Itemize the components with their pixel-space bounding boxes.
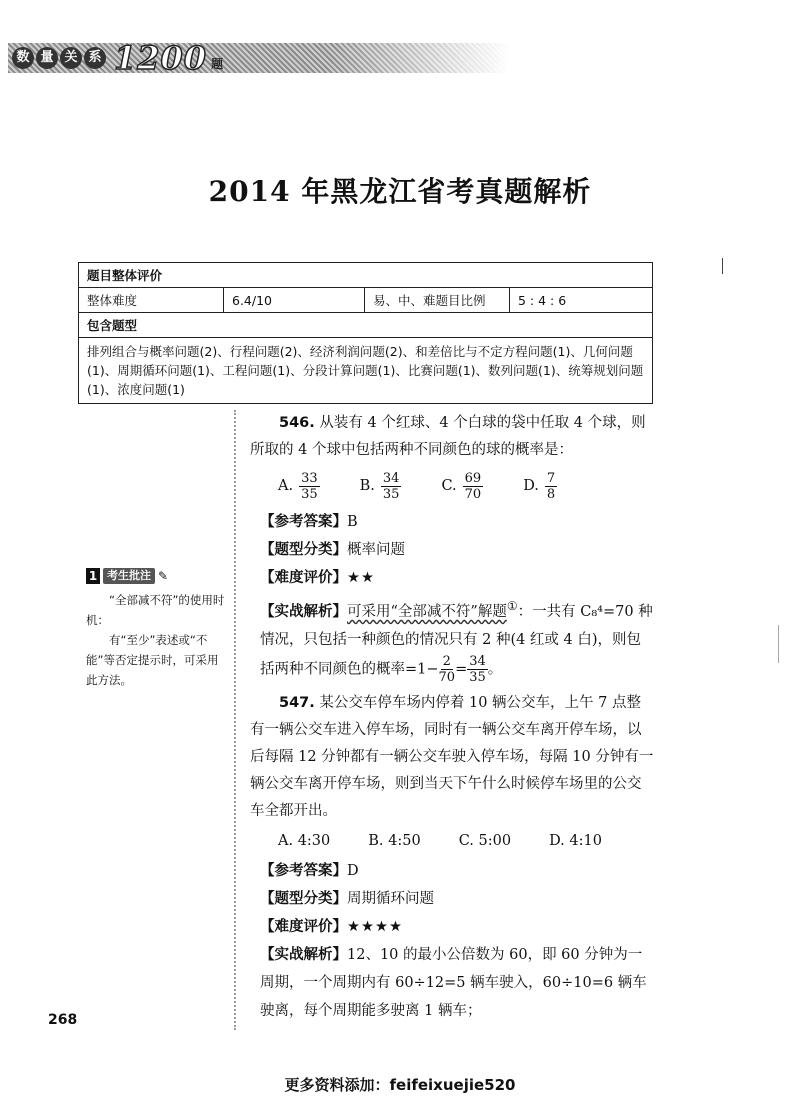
fraction [467, 654, 488, 685]
type-label: 【题型分类】 [260, 891, 347, 907]
type-value: 概率问题 [347, 542, 405, 558]
question-text: 从装有 4 个红球、4 个白球的袋中任取 4 个球，则所取的 4 个球中包括两种不同颜色的球的概率是： [250, 415, 646, 458]
series-suffix: 题 [211, 56, 224, 71]
fraction [381, 471, 402, 502]
numerator: 34 [382, 470, 400, 486]
period: 。 [487, 661, 503, 678]
header-fade [330, 43, 510, 73]
numerator: 7 [546, 470, 556, 486]
ratio-label: 易、中、难题目比例 [365, 288, 510, 313]
footer-note: 更多资料添加：feifeixuejie520 [284, 1076, 516, 1094]
numerator: 2 [442, 653, 451, 669]
note-badge [86, 566, 226, 586]
option-letter: C. [441, 477, 457, 494]
types-list: 排列组合与概率问题(2)、行程问题(2)、经济利润问题(2)、和差倍比与不定方程问题(1)、几何问题(1)、周期循环问题(1)、工程问题(1)、分段计算问题(1)、比赛问题(1)、数列问题(1)、统筹规划问题(1)、浓度问题(1) [79, 338, 653, 404]
note-text: “全部减不符”的使用时机： [86, 593, 225, 627]
option-letter: A. [278, 477, 294, 494]
option-a [278, 471, 320, 502]
fraction [299, 471, 320, 502]
series-char: 系 [84, 47, 106, 69]
numerator: 33 [301, 470, 318, 486]
denominator: 35 [301, 486, 318, 502]
option-b [360, 471, 402, 502]
answer-row [260, 857, 655, 885]
footnote-mark: ① [506, 599, 518, 613]
series-char: 数 [12, 47, 34, 69]
analysis-label: 【实战解析】 [260, 603, 347, 620]
page-number: 268 [48, 1012, 78, 1028]
denominator: 35 [382, 486, 400, 502]
answer-value: B [347, 514, 358, 530]
type-row [260, 536, 655, 564]
analysis-text: ：一共有 C₈⁴=70 种情况，只包括一种颜色的情况只有 2 种(4 红或 4 白)，则包括两种不同颜色的概率=1− [260, 603, 653, 678]
series-number: 1200 [114, 39, 208, 77]
answer-label: 【参考答案】 [260, 863, 347, 879]
question-stem [250, 410, 655, 464]
equals-sign: = [455, 661, 468, 678]
summary-table [78, 262, 653, 404]
difficulty-value: 6.4/10 [224, 288, 365, 313]
option-c [441, 471, 483, 502]
difficulty-label: 整体难度 [79, 288, 224, 313]
edge-mark [722, 258, 723, 274]
option-d: D. 4:10 [549, 832, 602, 849]
option-a: A. 4:30 [278, 832, 331, 849]
ratio-value: 5 : 4 : 6 [510, 288, 653, 313]
question-text: 某公交车停车场内停着 10 辆公交车，上午 7 点整有一辆公交车进入停车场，同时有一辆公交车离开停车场，以后每隔 12 分钟都有一辆公交车驶入停车场，每隔 10 分钟有一辆公交车离开停车场，则到当天下午什么时候停车场里的公交车全都开出。 [250, 695, 654, 819]
edge-mark [778, 625, 779, 663]
series-char: 量 [36, 47, 58, 69]
option-letter: D. [523, 477, 539, 494]
column-divider [234, 410, 236, 1030]
denominator: 70 [438, 669, 456, 685]
analysis [260, 941, 655, 1025]
numerator: 34 [469, 653, 486, 669]
analysis-text: 12、10 的最小公倍数为 60，即 60 分钟为一周期，一个周期内有 60÷12=5 辆车驶入，60÷10=6 辆车驶离，每个周期能多驶离 1 辆车； [260, 947, 647, 1019]
rating-label: 【难度评价】 [260, 919, 347, 935]
question-546 [250, 410, 655, 685]
pen-icon: ✎ [158, 569, 169, 583]
series-char: 关 [60, 47, 82, 69]
analysis-label: 【实战解析】 [260, 947, 347, 963]
question-547 [250, 690, 655, 1025]
option-b: B. 4:50 [368, 832, 421, 849]
denominator: 70 [464, 486, 482, 502]
analysis [260, 592, 655, 685]
rating-label: 【难度评价】 [260, 570, 347, 586]
option-c: C. 5:00 [458, 832, 512, 849]
answer-row [260, 508, 655, 536]
options [278, 464, 655, 508]
fraction [545, 471, 557, 502]
fraction [463, 471, 484, 502]
rating-stars: ★★ [347, 570, 375, 586]
note-label: 考生批注 [103, 568, 155, 584]
rating-row [260, 564, 655, 592]
option-d [523, 471, 557, 502]
question-number: 546. [279, 415, 315, 431]
numerator: 69 [464, 470, 482, 486]
denominator: 8 [546, 486, 556, 502]
option-letter: B. [359, 477, 375, 494]
type-value: 周期循环问题 [347, 891, 434, 907]
page-title: 2014 年黑龙江省考真题解析 [208, 175, 592, 208]
type-label: 【题型分类】 [260, 542, 347, 558]
options [278, 825, 655, 857]
question-number: 547. [279, 695, 315, 711]
note-number: 1 [86, 568, 100, 584]
answer-value: D [347, 863, 359, 879]
answer-label: 【参考答案】 [260, 514, 347, 530]
note-text: 有“至少”表述或“不能”等否定提示时，可采用此方法。 [86, 633, 219, 687]
types-section-title: 包含题型 [79, 313, 653, 338]
side-note [86, 566, 226, 690]
denominator: 35 [469, 669, 486, 685]
type-row [260, 885, 655, 913]
question-stem [250, 690, 655, 825]
rating-stars: ★★★★ [347, 919, 403, 935]
fraction [439, 654, 456, 685]
summary-section-title: 题目整体评价 [79, 263, 653, 288]
rating-row [260, 913, 655, 941]
analysis-highlight: 可采用“全部减不符”解题 [347, 603, 507, 620]
series-logo [12, 39, 224, 77]
